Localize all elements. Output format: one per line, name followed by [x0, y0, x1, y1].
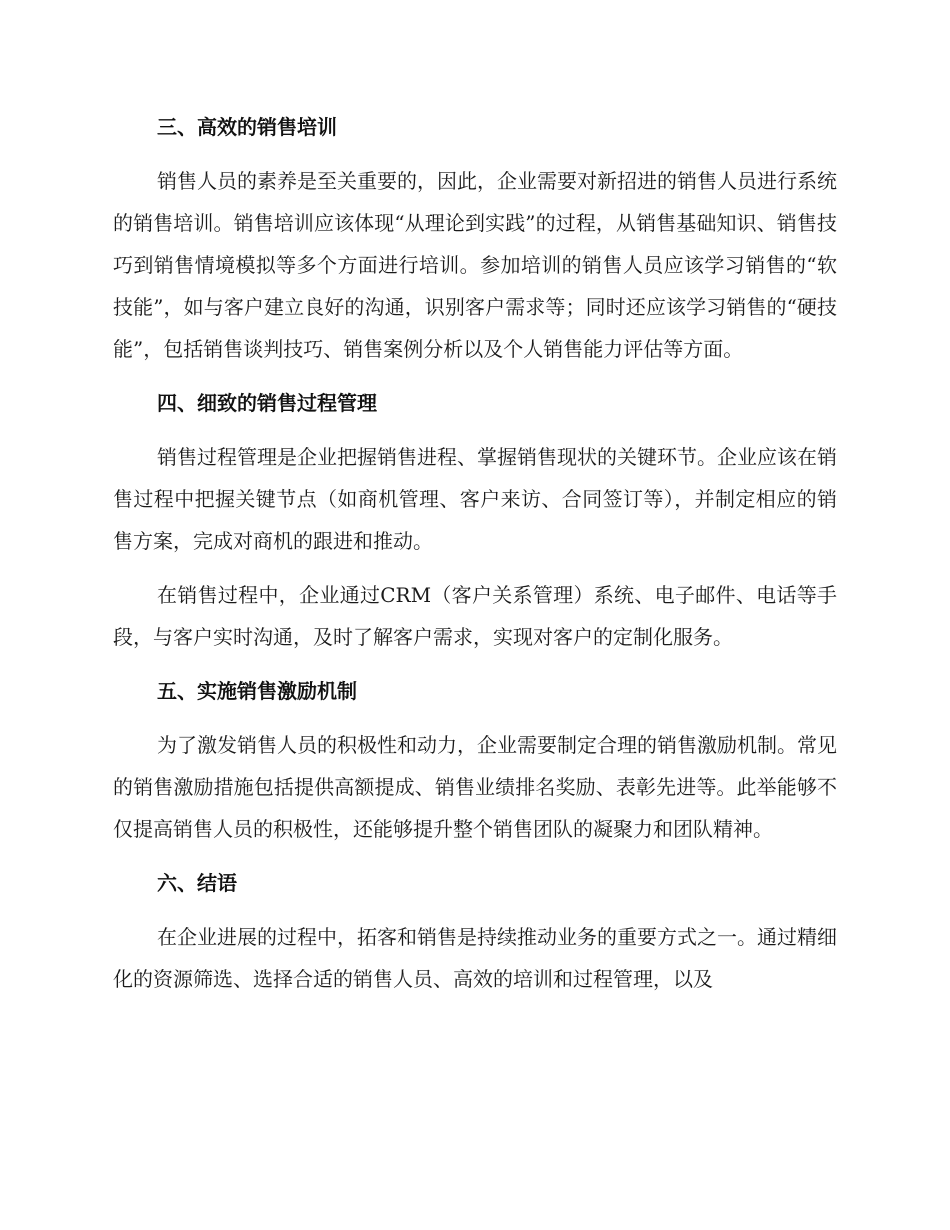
section-heading-training: 三、高效的销售培训 [157, 115, 337, 139]
paragraph-training: 销售人员的素养是至关重要的，因此，企业需要对新招进的销售人员进行系统的销售培训。销售培训应该体现“从理论到实践”的过程，从销售基础知识、销售技巧到销售情境模拟等多个方面进行培训。参加培训的销售人员应该学习销售的“软技能”，如与客户建立良好的沟通，识别客户需求等；同时还应该学习销售的“硬技能”，包括销售谈判技巧、销售案例分析以及个人销售能力评估等方面。 [113, 169, 837, 361]
paragraph-incentive: 为了激发销售人员的积极性和动力，企业需要制定合理的销售激励机制。常见的销售激励措施包括提供高额提成、销售业绩排名奖励、表彰先进等。此举能够不仅提高销售人员的积极性，还能够提升整个销售团队的凝聚力和团队精神。 [113, 733, 837, 841]
paragraph-process-management-1: 销售过程管理是企业把握销售进程、掌握销售现状的关键环节。企业应该在销售过程中把握关键节点（如商机管理、客户来访、合同签订等），并制定相应的销售方案，完成对商机的跟进和推动。 [113, 445, 837, 553]
section-heading-incentive: 五、实施销售激励机制 [157, 679, 357, 703]
section-heading-process-management: 四、细致的销售过程管理 [157, 391, 377, 415]
section-heading-conclusion: 六、结语 [157, 871, 237, 895]
document-body [113, 106, 837, 1000]
paragraph-conclusion: 在企业进展的过程中，拓客和销售是持续推动业务的重要方式之一。通过精细化的资源筛选、选择合适的销售人员、高效的培训和过程管理，以及 [113, 925, 837, 991]
paragraph-process-management-2: 在销售过程中，企业通过CRM（客户关系管理）系统、电子邮件、电话等手段，与客户实时沟通，及时了解客户需求，实现对客户的定制化服务。 [113, 583, 837, 649]
